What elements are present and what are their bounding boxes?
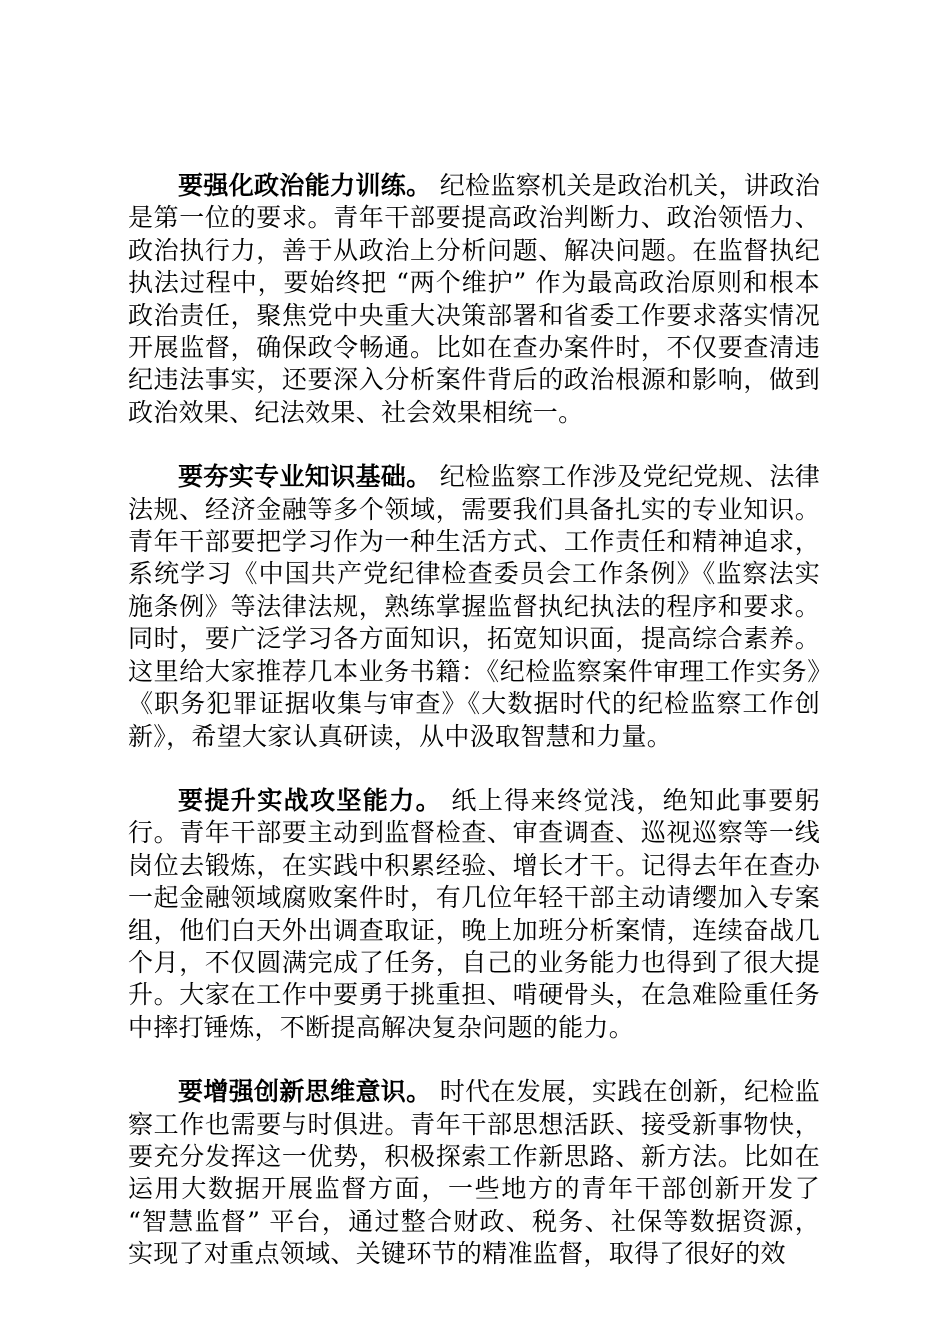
paragraph-body: 纸上得来终觉浅，绝知此事要躬行。青年干部要主动到监督检查、审查调查、巡视巡察等一线岗位去锻炼，在实践中积累经验、增长才干。记得去年在查办一起金融领域腐败案件时，有几位年轻干部主动请缨加入专案组，他们白天外出调查取证，晚上加班分析案情，连续奋战几个月，不仅圆满完成了任务，自己的业务能力也得到了很大提升。大家在工作中要勇于挑重担、啃硬骨头，在急难险重任务中摔打锤炼，不断提高解决复杂问题的能力。 <box>128 785 820 1042</box>
document-page <box>128 170 820 1271</box>
paragraph-body: 时代在发展，实践在创新，纪检监察工作也需要与时俱进。青年干部思想活跃、接受新事物快，要充分发挥这一优势，积极探索工作新思路、新方法。比如在运用大数据开展监督方面，一些地方的青年干部创新开发了 “智慧监督” 平台，通过整合财政、税务、社保等数据资源，实现了对重点领域、关键环节的精准监督，取得了很好的效 <box>128 1077 820 1269</box>
paragraph-body: 纪检监察工作涉及党纪党规、法律法规、经济金融等多个领域，需要我们具备扎实的专业知识。青年干部要把学习作为一种生活方式、工作责任和精神追求，系统学习《中国共产党纪律检查委员会工作条例》《监察法实施条例》等法律法规，熟练掌握监督执纪执法的程序和要求。同时，要广泛学习各方面知识，拓宽知识面，提高综合素养。这里给大家推荐几本业务书籍：《纪检监察案件审理工作实务》《职务犯罪证据收集与审查》《大数据时代的纪检监察工作创新》，希望大家认真研读，从中汲取智慧和力量。 <box>128 462 820 751</box>
paragraph-innovative-thinking <box>128 1076 820 1270</box>
paragraph-heading: 要夯实专业知识基础。 <box>178 462 432 492</box>
paragraph-heading: 要增强创新思维意识。 <box>178 1077 432 1107</box>
paragraph-body: 纪检监察机关是政治机关，讲政治是第一位的要求。青年干部要提高政治判断力、政治领悟力、政治执行力，善于从政治上分析问题、解决问题。在监督执纪执法过程中，要始终把 “两个维护” 作为最高政治原则和根本政治责任，聚焦党中央重大决策部署和省委工作要求落实情况开展监督，确保政令畅通。比如在查办案件时，不仅要查清违纪违法事实，还要深入分析案件背后的政治根源和影响，做到政治效果、纪法效果、社会效果相统一。 <box>128 171 820 427</box>
paragraph-heading: 要强化政治能力训练。 <box>178 171 432 200</box>
paragraph-professional-knowledge <box>128 461 820 753</box>
paragraph-political-ability <box>128 170 820 429</box>
paragraph-heading: 要提升实战攻坚能力。 <box>178 785 443 815</box>
paragraph-practical-ability <box>128 785 820 1044</box>
